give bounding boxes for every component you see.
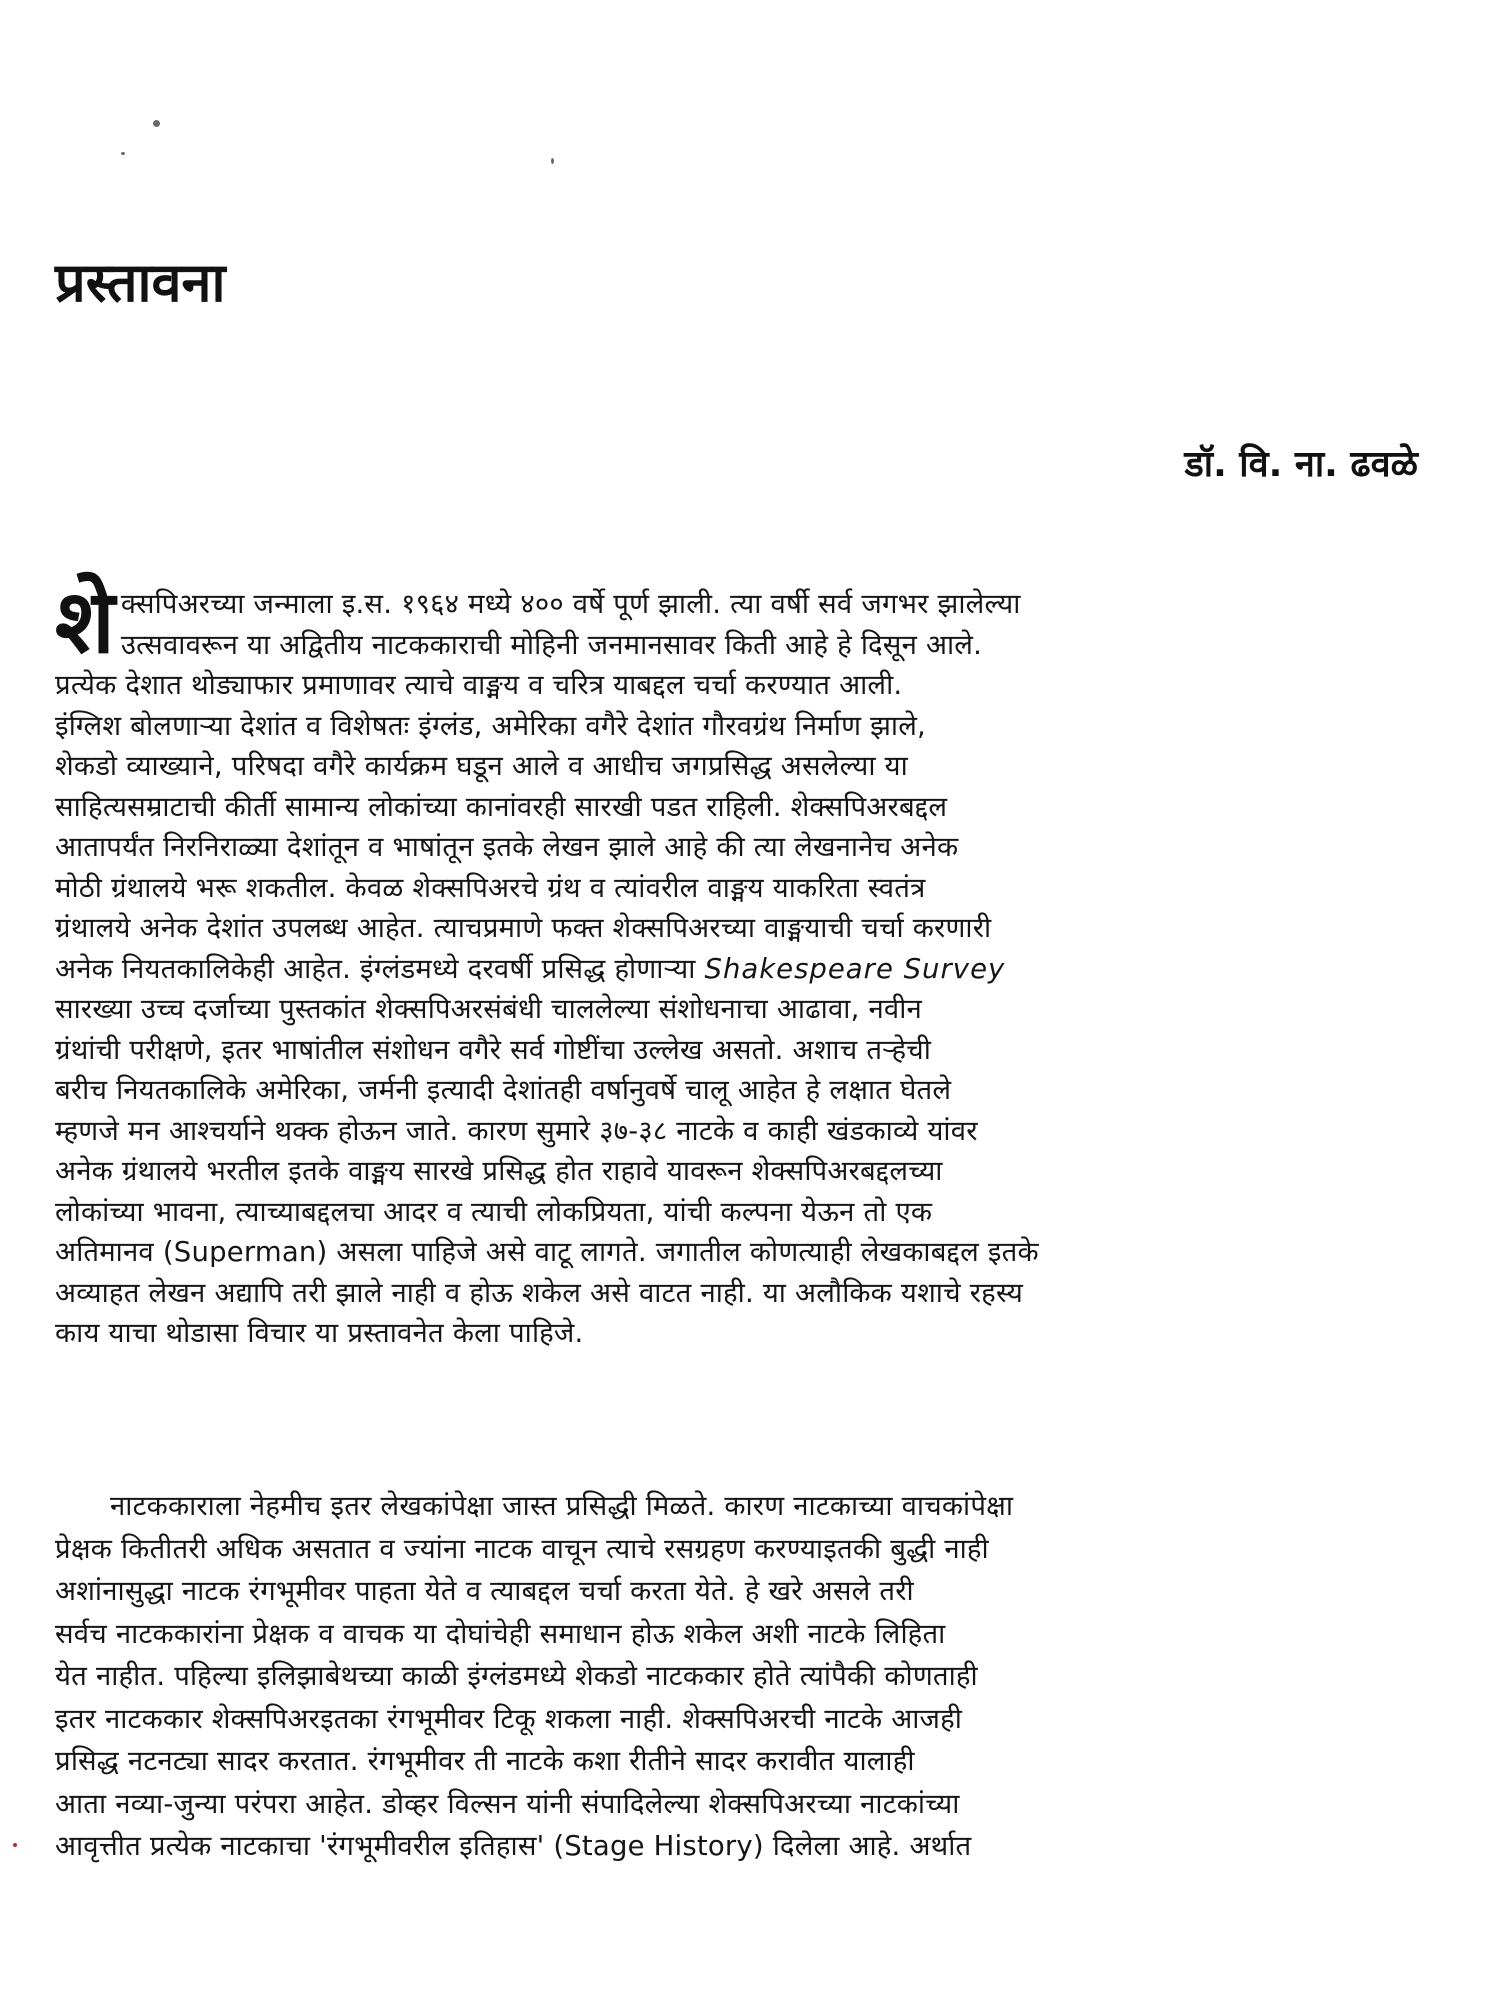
scan-speck <box>153 120 160 127</box>
text-line: क्सपिअरच्या जन्माला इ.स. १९६४ मध्ये ४०० वर्षे पूर्ण झाली. त्या वर्षी सर्व जगभर झालेल्या <box>120 588 1021 620</box>
text-line: येत नाहीत. पहिल्या इलिझाबेथच्या काळी इंग्लंडमध्ये शेकडो नाटककार होते त्यांपैकी कोणताही <box>55 1660 978 1692</box>
scan-speck <box>551 158 554 164</box>
text-line: नाटककाराला नेहमीच इतर लेखकांपेक्षा जास्त प्रसिद्धी मिळते. कारण नाटकाच्या वाचकांपेक्षा <box>110 1490 1014 1522</box>
paragraph-2 <box>55 1485 1435 1868</box>
text-line: लोकांच्या भावना, त्याच्याबद्दलचा आदर व त्याची लोकप्रियता, यांची कल्पना येऊन तो एक <box>55 1195 933 1228</box>
text-line: काय याचा थोडासा विचार या प्रस्तावनेत केला पाहिजे. <box>55 1317 584 1349</box>
scan-speck <box>13 1843 17 1847</box>
text-line: उत्सवावरून या अद्वितीय नाटककाराची मोहिनी जनमानसावर किती आहे हे दिसून आले. <box>120 628 983 661</box>
text-line: मोठी ग्रंथालये भरू शकतील. केवळ शेक्सपिअरचे ग्रंथ व त्यांवरील वाङ्मय याकरिता स्वतंत्र <box>55 871 926 904</box>
text-line: बरीच नियतकालिके अमेरिका, जर्मनी इत्यादी देशांतही वर्षानुवर्षे चालू आहेत हे लक्षात घेतले <box>55 1074 952 1106</box>
text-line: आतापर्यंत निरनिराळ्या देशांतून व भाषांतून इतके लेखन झाले आहे की त्या लेखनानेच अनेक <box>55 831 959 863</box>
text-line: आता नव्या-जुन्या परंपरा आहेत. डोव्हर विल्सन यांनी संपादिलेल्या शेक्सपिअरच्या नाटकांच्या <box>55 1787 960 1820</box>
paragraph-1 <box>55 570 1435 1354</box>
text-line: अशांनासुद्धा नाटक रंगभूमीवर पाहता येते व त्याबद्दल चर्चा करता येते. हे खरे असले तरी <box>55 1575 914 1607</box>
page-title: प्रस्तावना <box>55 251 226 314</box>
text-line: प्रत्येक देशात थोड्याफार प्रमाणावर त्याचे वाङ्मय व चरित्र याबद्दल चर्चा करण्यात आली. <box>55 669 903 701</box>
text-line: इतर नाटककार शेक्सपिअरइतका रंगभूमीवर टिकू शकला नाही. शेक्सपिअरची नाटके आजही <box>55 1702 963 1735</box>
text-fragment: अनेक नियतकालिकेही आहेत. इंग्लंडमध्ये दरवर्षी प्रसिद्ध होणाऱ्या <box>55 952 696 985</box>
text-line: अनेक ग्रंथालये भरतील इतके वाङ्मय सारखे प्रसिद्ध होत राहावे यावरून शेक्सपिअरबद्दलच्या <box>55 1155 943 1187</box>
text-line: अतिमानव (Superman) असला पाहिजे असे वाटू लागते. जगातील कोणत्याही लेखकाबद्दल इतके <box>55 1236 1039 1268</box>
text-line: शेकडो व्याख्याने, परिषदा वगैरे कार्यक्रम घडून आले व आधीच जगप्रसिद्ध असलेल्या या <box>55 750 908 782</box>
author-name: डॉ. वि. ना. ढवळे <box>1184 444 1418 485</box>
text-line: सर्वच नाटककारांना प्रेक्षक व वाचक या दोघांचेही समाधान होऊ शकेल अशी नाटके लिहिता <box>55 1617 946 1650</box>
journal-title: Shakespeare Survey <box>704 952 1006 985</box>
text-line: प्रसिद्ध नटनट्या सादर करतात. रंगभूमीवर ती नाटके कशा रीतीने सादर करावीत यालाही <box>55 1745 915 1777</box>
text-line: प्रेक्षक कितीतरी अधिक असतात व ज्यांना नाटक वाचून त्याचे रसग्रहण करण्याइतकी बुद्धी नाही <box>55 1532 989 1565</box>
text-line: ग्रंथांची परीक्षणे, इतर भाषांतील संशोधन वगैरे सर्व गोष्टींचा उल्लेख असतो. अशाच तऱ्हेची <box>55 1033 932 1066</box>
text-line: म्हणजे मन आश्चर्याने थक्क होऊन जाते. कारण सुमारे ३७-३८ नाटके व काही खंडकाव्ये यांवर <box>55 1114 978 1147</box>
text-line: इंग्लिश बोलणाऱ्या देशांत व विशेषतः इंग्लंड, अमेरिका वगैरे देशांत गौरवग्रंथ निर्माण झाले, <box>55 709 926 742</box>
text-line: सारख्या उच्च दर्जाच्या पुस्तकांत शेक्सपिअरसंबंधी चाललेल्या संशोधनाचा आढावा, नवीन <box>55 993 923 1025</box>
text-line: अव्याहत लेखन अद्यापि तरी झाले नाही व होऊ शकेल असे वाटत नाही. या अलौकिक यशाचे रहस्य <box>55 1276 1024 1309</box>
text-line <box>55 949 1435 990</box>
text-line: साहित्यसम्राटाची कीर्ती सामान्य लोकांच्या कानांवरही सारखी पडत राहिली. शेक्सपिअरबद्दल <box>55 790 948 823</box>
text-line: आवृत्तीत प्रत्येक नाटकाचा 'रंगभूमीवरील इतिहास' (Stage History) दिलेला आहे. अर्थात <box>55 1830 972 1862</box>
scan-speck <box>121 152 125 155</box>
drop-cap: शे <box>55 570 115 673</box>
text-line: ग्रंथालये अनेक देशांत उपलब्ध आहेत. त्याचप्रमाणे फक्त शेक्सपिअरच्या वाङ्मयाची चर्चा करणारी <box>55 912 992 944</box>
